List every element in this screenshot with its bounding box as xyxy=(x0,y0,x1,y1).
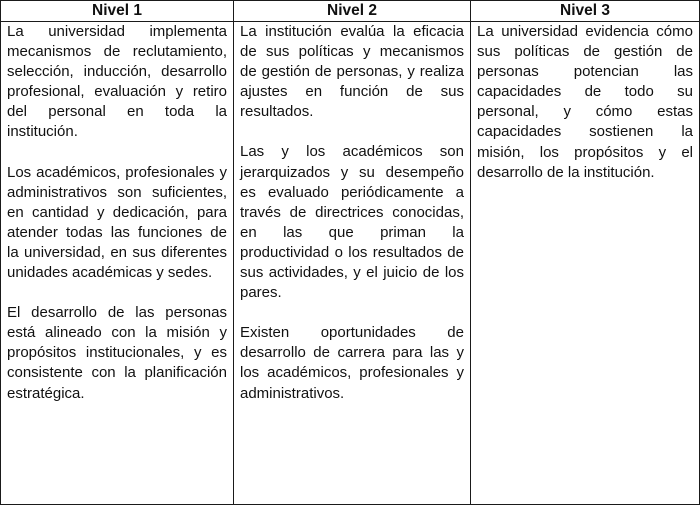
paragraph: Los académicos, profesionales y administrativos son suficientes, en cantidad y dedicación, para atender todas las funciones de la universidad, en sus diferentes unidades académicas y sedes. xyxy=(7,163,227,282)
header-nivel-3: Nivel 3 xyxy=(471,1,700,22)
cell-nivel-3 xyxy=(471,22,700,505)
table-header xyxy=(1,1,700,22)
paragraph: La universidad evidencia cómo sus políticas de gestión de personas potencian las capacidades de todo su personal, y cómo estas capacidades sostienen la misión, los propósitos y el desarrollo de la institución. xyxy=(477,23,693,181)
header-nivel-2: Nivel 2 xyxy=(234,1,471,22)
header-row xyxy=(1,1,700,22)
paragraph: Las y los académicos son jerarquizados y su desempeño es evaluado periódicamente a través de directrices conocidas, en las que priman la productividad o los resultados de sus actividades, y el juicio de los pares. xyxy=(240,143,464,302)
cell-nivel-2 xyxy=(234,22,471,505)
paragraph: La institución evalúa la eficacia de sus políticas y mecanismos de gestión de personas, y realiza ajustes en función de sus resultados. xyxy=(240,23,464,121)
paragraph: Existen oportunidades de desarrollo de carrera para las y los académicos, profesionales y administrativos. xyxy=(240,324,464,402)
paragraph: El desarrollo de las personas está alineado con la misión y propósitos institucionales, y es consistente con la planificación estratégica. xyxy=(7,304,227,402)
paragraph: La universidad implementa mecanismos de reclutamiento, selección, inducción, desarrollo profesional, evaluación y retiro del personal en toda la institución. xyxy=(7,23,227,141)
header-nivel-1: Nivel 1 xyxy=(1,1,234,22)
content-row xyxy=(1,22,700,505)
table-body xyxy=(1,22,700,505)
cell-nivel-1 xyxy=(1,22,234,505)
